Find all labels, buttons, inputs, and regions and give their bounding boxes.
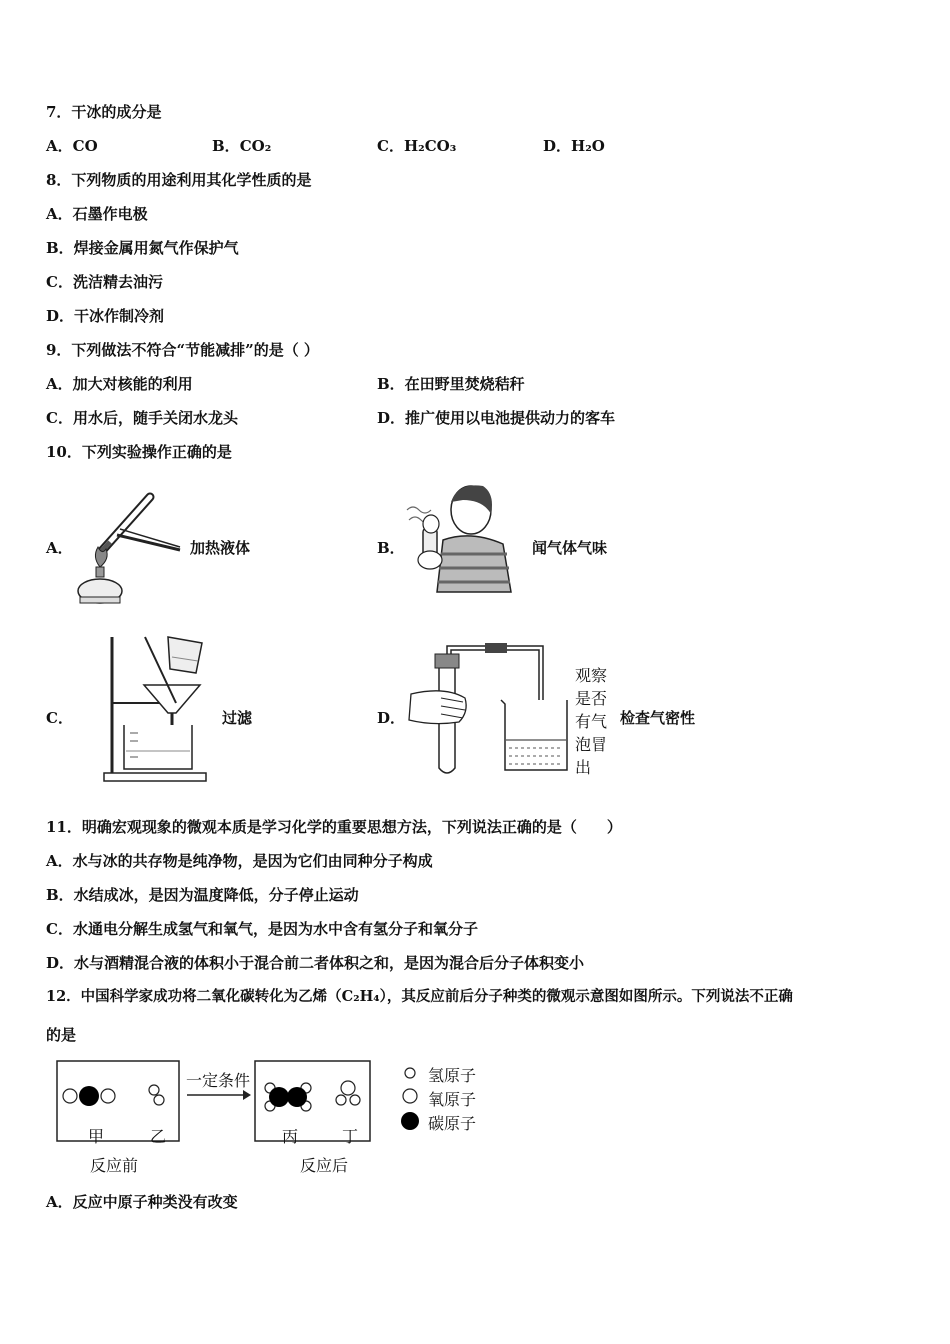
q9-option-b[interactable]: B．在田野里焚烧秸秆 xyxy=(377,375,525,393)
legend-hydrogen: 氢原子 xyxy=(428,1066,477,1085)
q11-option-b[interactable]: B．水结成冰，是因为温度降低，分子停止运动 xyxy=(46,886,359,904)
q11-option-c[interactable]: C．水通电分解生成氢气和氧气，是因为水中含有氢分子和氧分子 xyxy=(46,920,478,938)
q10-option-c-letter[interactable]: C． xyxy=(46,709,73,727)
before-caption: 反应前 xyxy=(90,1156,139,1175)
reaction-arrow-icon xyxy=(185,1088,253,1102)
q10-option-a-caption: 加热液体 xyxy=(190,539,251,557)
hydrogen-atom-icon xyxy=(405,1068,415,1078)
legend-oxygen: 氧原子 xyxy=(428,1090,477,1109)
q7-option-a[interactable]: A．CO xyxy=(46,137,98,155)
label-ding: 丁 xyxy=(342,1127,359,1146)
q9-stem: 9．下列做法不符合“节能减排”的是（ ） xyxy=(46,341,319,359)
label-jia: 甲 xyxy=(88,1127,105,1146)
q8-option-a[interactable]: A．石墨作电极 xyxy=(46,205,148,223)
oxygen-atom-icon xyxy=(341,1081,355,1095)
hydrogen-atom-icon xyxy=(154,1095,164,1105)
q10-option-b-caption: 闻气体气味 xyxy=(532,539,608,557)
reaction-condition: 一定条件 xyxy=(186,1071,251,1090)
q7-option-c[interactable]: C．H₂CO₃ xyxy=(377,137,457,155)
oxygen-atom-icon xyxy=(63,1089,77,1103)
q11-option-a[interactable]: A．水与冰的共存物是纯净物，是因为它们由同种分子构成 xyxy=(46,852,433,870)
q12-stem-line1: 12．中国科学家成功将二氧化碳转化为乙烯（C₂H₄），其反应前后分子种类的微观示意图如图所示。下列说法不正确 xyxy=(46,988,793,1005)
q9-option-a[interactable]: A．加大对核能的利用 xyxy=(46,375,193,393)
hydrogen-atom-icon xyxy=(336,1095,346,1105)
carbon-atom-icon xyxy=(287,1087,307,1107)
carbon-atom-icon xyxy=(79,1086,99,1106)
q9-option-d[interactable]: D．推广使用以电池提供动力的客车 xyxy=(377,409,616,427)
q12-option-a[interactable]: A．反应中原子种类没有改变 xyxy=(46,1193,238,1211)
q8-option-b[interactable]: B．焊接金属用氮气作保护气 xyxy=(46,239,239,257)
q11-option-d[interactable]: D．水与酒精混合液的体积小于混合前二者体积之和，是因为混合后分子体积变小 xyxy=(46,954,585,972)
q10-option-d-caption: 检查气密性 xyxy=(620,709,696,727)
q12-stem-line2: 的是 xyxy=(46,1026,77,1044)
q11-stem: 11．明确宏观现象的微观本质是学习化学的重要思想方法，下列说法正确的是（ ） xyxy=(46,818,622,836)
q8-stem: 8．下列物质的用途利用其化学性质的是 xyxy=(46,171,312,189)
label-yi: 乙 xyxy=(150,1127,167,1146)
airtightness-figure xyxy=(405,640,570,780)
q8-option-d[interactable]: D．干冰作制冷剂 xyxy=(46,307,165,325)
q9-option-c[interactable]: C．用水后，随手关闭水龙头 xyxy=(46,409,238,427)
hydrogen-atom-icon xyxy=(350,1095,360,1105)
oxygen-atom-icon xyxy=(101,1089,115,1103)
smelling-gas-figure xyxy=(403,480,515,595)
oxygen-atom-icon xyxy=(403,1089,417,1103)
carbon-atom-icon xyxy=(401,1112,419,1130)
hydrogen-atom-icon xyxy=(149,1085,159,1095)
q7-option-b[interactable]: B．CO₂ xyxy=(212,137,272,155)
q8-option-c[interactable]: C．洗洁精去油污 xyxy=(46,273,163,291)
after-caption: 反应后 xyxy=(300,1156,349,1175)
q10-option-d-letter[interactable]: D． xyxy=(377,709,406,727)
q7-option-d[interactable]: D．H₂O xyxy=(543,137,605,155)
legend-carbon: 碳原子 xyxy=(428,1114,477,1133)
label-bing: 丙 xyxy=(282,1127,299,1146)
carbon-atom-icon xyxy=(269,1087,289,1107)
q10-d-note: 观察 是否 有气 泡冒 出 xyxy=(575,666,608,777)
q10-stem: 10．下列实验操作正确的是 xyxy=(46,443,232,461)
q10-option-c-caption: 过滤 xyxy=(222,709,253,727)
atom-legend-icons xyxy=(398,1064,426,1134)
q10-option-a-letter[interactable]: A． xyxy=(46,539,73,557)
q10-option-b-letter[interactable]: B． xyxy=(377,539,405,557)
filtration-figure xyxy=(90,633,220,785)
q7-stem: 7．干冰的成分是 xyxy=(46,103,162,121)
heating-liquid-figure xyxy=(72,485,187,607)
